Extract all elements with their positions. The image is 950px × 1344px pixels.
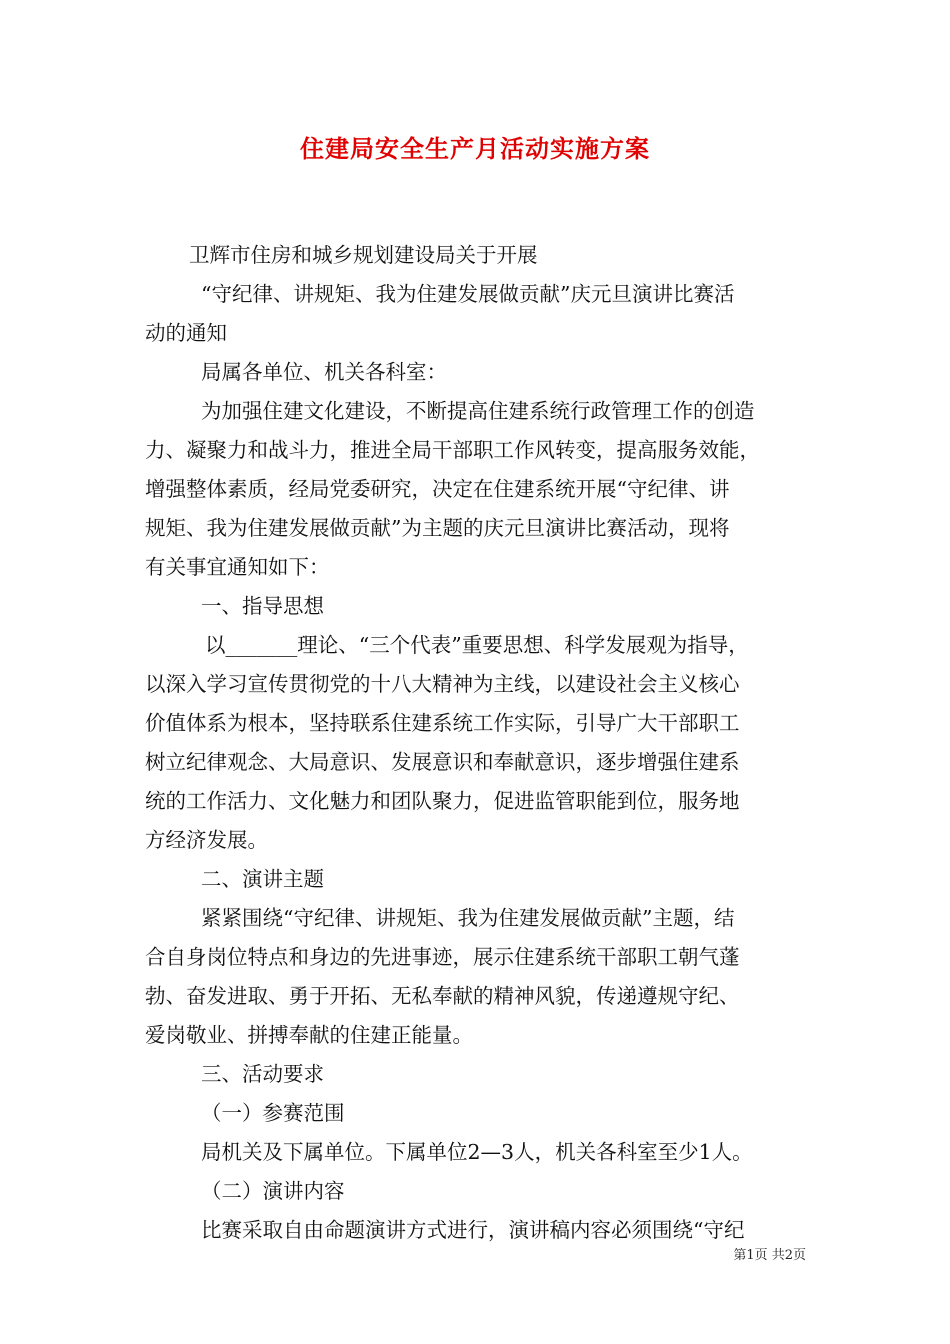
body-line: 有关事宜通知如下： [145,555,330,579]
body-line: 动的通知 [145,321,227,345]
body-line: 价值体系为根本，坚持联系住建系统工作实际，引导广大干部职工 [145,711,740,735]
section-heading: 一、指导思想 [201,594,324,618]
subsection-heading: （一）参赛范围 [201,1101,345,1125]
section-heading: 三、活动要求 [201,1062,324,1086]
body-line: 规矩、我为住建发展做贡献”为主题的庆元旦演讲比赛活动，现将 [145,516,730,540]
body-line: “守纪律、讲规矩、我为住建发展做贡献”庆元旦演讲比赛活 [201,282,735,306]
body-line: 以_______理论、“三个代表”重要思想、科学发展观为指导， [205,633,749,657]
body-line: 以深入学习宣传贯彻党的十八大精神为主线，以建设社会主义核心 [145,672,740,696]
body-line: 合自身岗位特点和身边的先进事迹，展示住建系统干部职工朝气蓬 [145,945,740,969]
body-line: 勃、奋发进取、勇于开拓、无私奉献的精神风貌，传递遵规守纪、 [145,984,740,1008]
body-line: 统的工作活力、文化魅力和团队聚力，促进监管职能到位，服务地 [145,789,740,813]
document-body [145,236,813,1250]
body-line: 力、凝聚力和战斗力，推进全局干部职工作风转变，提高服务效能， [145,438,760,462]
section-heading: 二、演讲主题 [201,867,324,891]
body-line: 树立纪律观念、大局意识、发展意识和奉献意识，逐步增强住建系 [145,750,740,774]
subsection-heading: （二）演讲内容 [201,1179,345,1203]
body-line: 卫辉市住房和城乡规划建设局关于开展 [189,243,538,267]
body-line: 紧紧围绕“守纪律、讲规矩、我为住建发展做贡献”主题，结 [201,906,735,930]
page-number: 第1页 共2页 [733,1248,806,1263]
body-line: 局属各单位、机关各科室： [201,360,447,384]
body-line: 为加强住建文化建设，不断提高住建系统行政管理工作的创造 [201,399,755,423]
body-line: 局机关及下属单位。下属单位2—3人，机关各科室至少1人。 [201,1140,753,1164]
body-line: 增强整体素质，经局党委研究，决定在住建系统开展“守纪律、讲 [145,477,730,501]
document-title: 住建局安全生产月活动实施方案 [300,134,650,163]
body-line: 比赛采取自由命题演讲方式进行，演讲稿内容必须围绕“守纪 [201,1218,745,1242]
body-line: 爱岗敬业、拼搏奉献的住建正能量。 [145,1023,473,1047]
body-line: 方经济发展。 [145,828,268,852]
